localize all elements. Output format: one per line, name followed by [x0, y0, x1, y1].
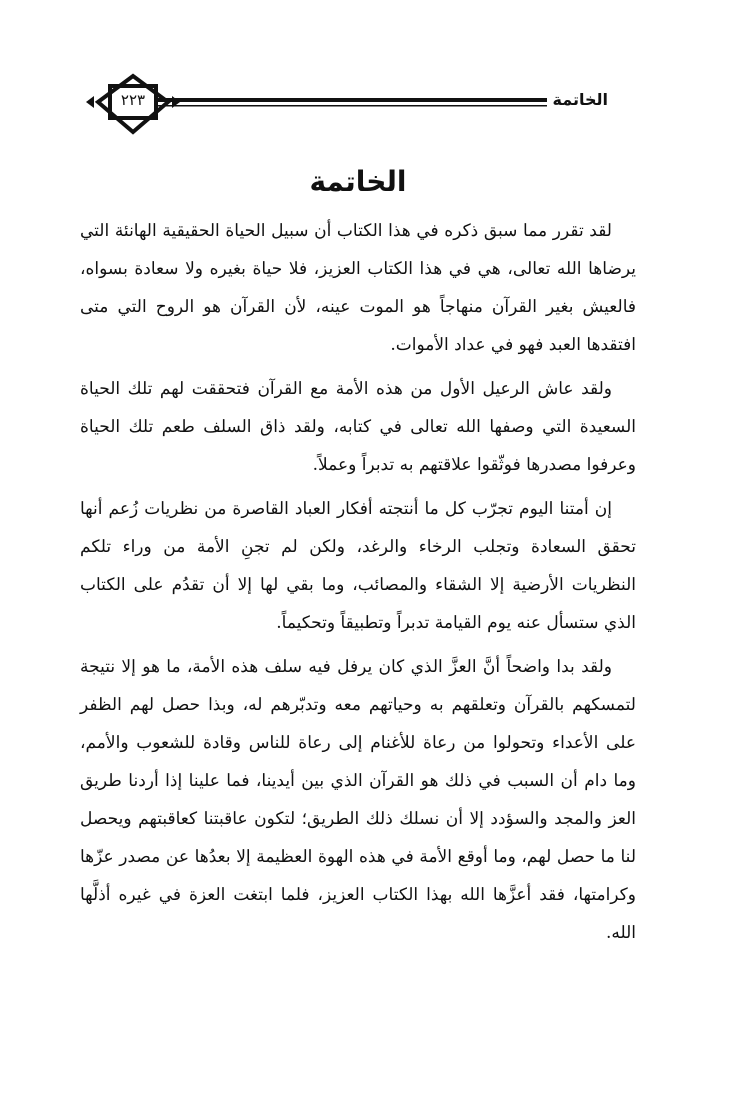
body-text: [80, 212, 636, 958]
running-title: الخاتمة: [547, 90, 614, 110]
paragraph: لقد تقرر مما سبق ذكره في هذا الكتاب أن سبيل الحياة الحقيقية الهانئة التي يرضاها الله تعالى، هي في هذا الكتاب العزيز، فلا حياة بغيره ولا سعادة بسواه، فالعيش بغير القرآن منهاجاً هو الموت عينه، لأن القرآن هو الروح التي متى افتقدها العبد فهو في عداد الأموات.: [80, 221, 636, 355]
chapter-title: الخاتمة: [309, 165, 407, 198]
paragraph: إن أمتنا اليوم تجرّب كل ما أنتجته أفكار العباد القاصرة من نظريات زُعم أنها تحقق السعادة وتجلب الرخاء والرغد، ولكن لم تجنِ الأمة من وراء تلكم النظريات الأرضية إلا الشقاء والمصائب، وما بقي لها إلا أن تقدُم على الكتاب الذي ستسأل عنه يوم القيامة تدبراً وتطبيقاً وتحكيماً.: [80, 499, 636, 633]
page-number: ٢٢٣: [120, 91, 146, 109]
page-header: [78, 72, 638, 140]
paragraph: ولقد بدا واضحاً أنَّ العزَّ الذي كان يرفل فيه سلف هذه الأمة، ما هو إلا نتيجة لتمسكهم بالقرآن وتعلقهم به وحياتهم معه وتدبّرهم له، وبذا حصل لهم الظفر على الأعداء وتحولوا من رعاة للأغنام إلى رعاة للناس وقادة للشعوب والأمم، وما دام أن السبب في ذلك هو القرآن الذي بين أيدينا، فما علينا إذا أردنا طريق العز والمجد والسؤدد إلا أن نسلك ذلك الطريق؛ لتكون عاقبتنا كعاقبتهم ويحصل لنا ما حصل لهم، وما أوقع الأمة في هذه الهوة العظيمة إلا بعدُها عن مصدر عزّها وكرامتها، فقد أعزَّها الله بهذا الكتاب العزيز، فلما ابتغت العزة في غيره أذلَّها الله.: [80, 657, 636, 943]
paragraph: ولقد عاش الرعيل الأول من هذه الأمة مع القرآن فتحققت لهم تلك الحياة السعيدة التي وصفها الله تعالى في كتابه، ولقد ذاق السلف طعم تلك الحياة وعرفوا مصدرها فوثّقوا علاقتهم به تدبراً وعملاً.: [80, 379, 636, 475]
